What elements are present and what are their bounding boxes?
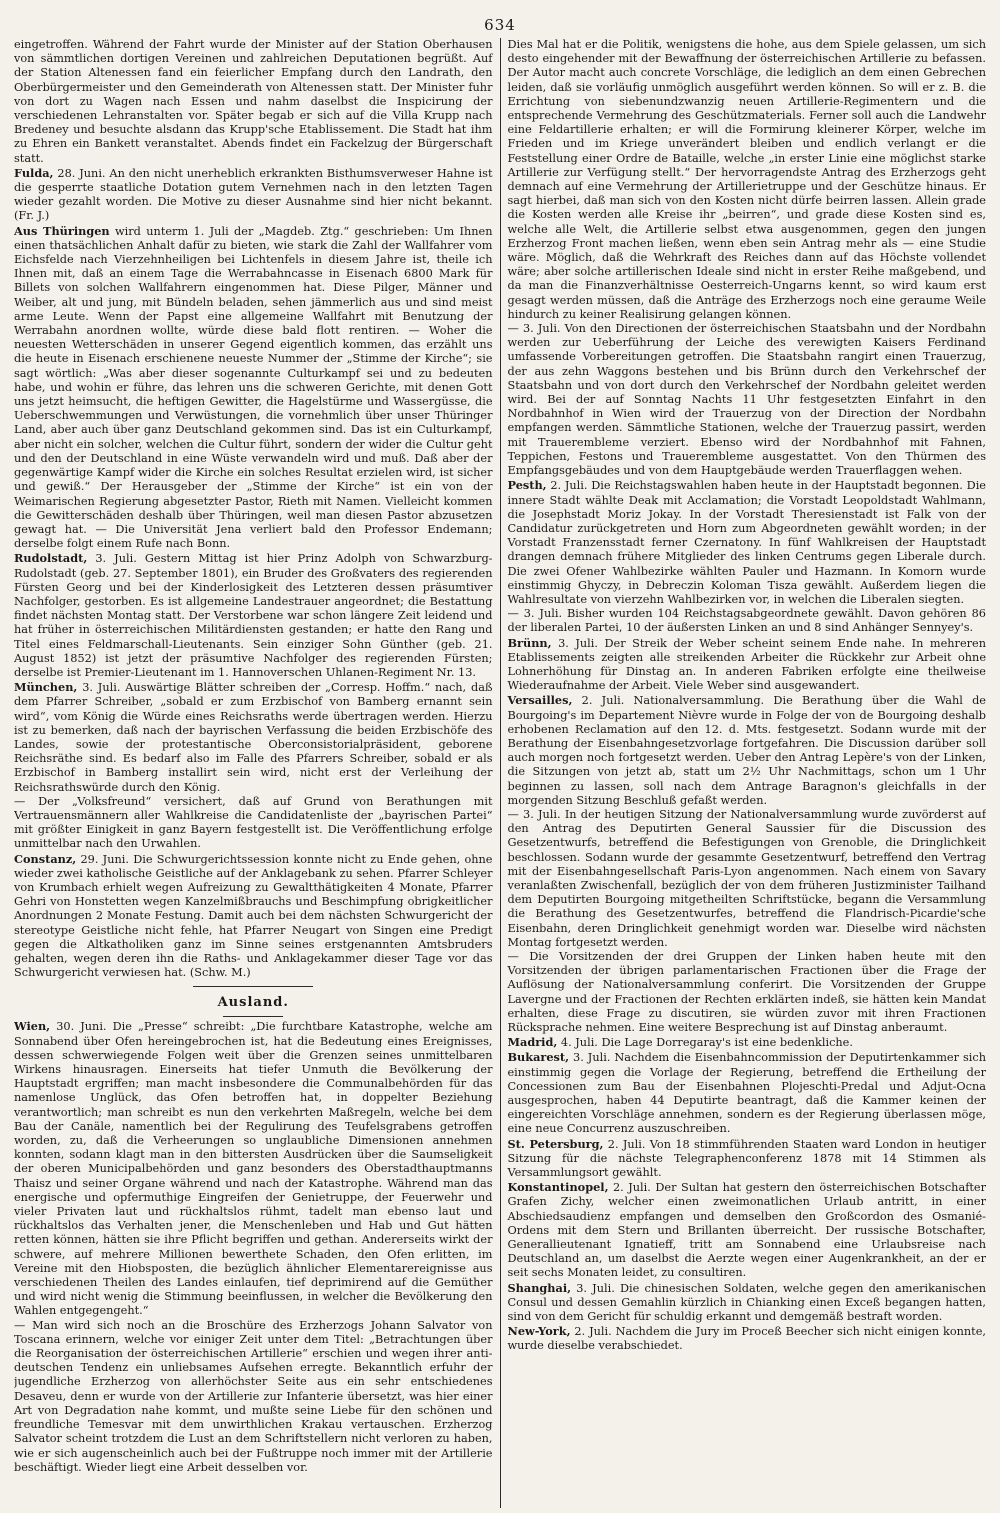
article-text: 3. Juli. Der Streik der Weber scheint seinem Ende nahe. In mehreren Etablissements zeigten alle streikenden Arbeiter die Rückkehr zur Arbeit ohne Lohnerhöhung für Dinstag an. In anderen Fabriken erfolgte eine theilweise Wiederaufnahme der Arbeit. Viele Weber sind ausgewandert. xyxy=(507,636,986,693)
article-paragraph xyxy=(14,551,493,680)
article-text: Dies Mal hat er die Politik, wenigstens die hohe, aus dem Spiele gelassen, um sich desto eingehender mit der Bewaffnung der österreichischen Artillerie zu befassen. Der Autor macht auch concrete Vorschläge, die lediglich an dem einen Gebrechen leiden, daß sie vorläufig unmöglich ausgeführt werden können. So will er z. B. die Errichtung von siebenundzwanzig neuen Artillerie-Regimentern und die entsprechende Vermehrung des Geschützmaterials. Ferner soll auch die Landwehr eine Feldartillerie erhalten; er will die Formirung kleinerer Körper, welche im Frieden und im Kriege unverändert bleiben und endlich verlangt er die Feststellung einer Ordre de Bataille, welche „in erster Linie eine möglichst starke Artillerie zur Verfügung stellt.“ Der hervorragendste Antrag des Erzherzogs geht demnach auf eine Vermehrung der Artillerietruppe und der Geschütze hinaus. Er sagt hierbei, daß man sich von den Kosten nicht dürfe beirren lassen. Allein grade die Kosten werden alle Kreise ihr „beirren“, und grade diese Kosten sind es, welche alle Welt, die Artillerie selbst etwa ausgenommen, gegen den jungen Erzherzog Front machen ließen, wenn eben sein Antrag mehr als — eine Studie wäre. Möglich, daß die Wehrkraft des Reiches dann auf das Höchste vollendet wäre; aber solche artillerischen Ideale sind nicht in erster Reihe maßgebend, und da man die Finanzverhältnisse Oesterreich-Ungarns kennt, so wird kaum erst gesagt werden müssen, daß die Anträge des Erzherzogs noch eine geraume Weile hindurch zu keiner Realisirung gelangen können. xyxy=(507,38,986,321)
columns xyxy=(14,38,986,1508)
article-paragraph xyxy=(508,808,987,950)
article-paragraph xyxy=(508,1281,987,1325)
article-dateline: Fulda, xyxy=(14,165,54,180)
article-paragraph xyxy=(508,607,987,635)
article-dateline: Versailles, xyxy=(507,693,573,708)
page-number: 634 xyxy=(484,16,516,34)
article-text: — 3. Juli. In der heutigen Sitzung der Nationalversammlung wurde zuvörderst auf den Antrag des Deputirten General Saussier für die Discussion des Gesetzentwurfs, betreffend die Befestigungen von Grenoble, die Dringlichkeit beschlossen. Sodann wurde der gesammte Gesetzentwurf, betreffend den Vertrag mit der Eisenbahngesellschaft Paris-Lyon angenommen. Nach einem von Savary veranlaßten Zwischenfall, bezüglich der von dem früheren Justizminister Tailhand dem Deputirten Bourgoing mitgetheilten Schriftstücke, begann die Versammlung die Berathung des Gesetzentwurfes, betreffend die Flandrisch-Picardie'sche Eisenbahn, deren Dringlichkeit genehmigt worden war. Dieselbe wird nächsten Montag fortgesetzt werden. xyxy=(507,807,986,949)
article-dateline: Wien, xyxy=(14,1019,51,1034)
article-text: 30. Juni. Die „Presse“ schreibt: „Die furchtbare Katastrophe, welche am Sonnabend über Ofen hereingebrochen ist, hat die Bedeutung eines Ereignisses, dessen schwerwiegende Folgen weit über die Grenzen seines unmittelbaren Wirkens hinausragen. Einerseits hat tiefer Unmuth die Bevölkerung der Hauptstadt ergriffen; man macht insbesondere die Communalbehörden für das namenlose Unglück, das Ofen betroffen hat, in doppelter Beziehung verantwortlich; man schreibt es nun den verkehrten Maßregeln, welche bei dem Bau der Canäle, namentlich bei der Regulirung des Teufelsgrabens getroffen worden, zu, daß die Verheerungen so unglaubliche Dimensionen annehmen konnten, sodann klagt man in den bittersten Ausdrücken über die Saumseligkeit der oberen Municipalbehörden und ganz besonders des Oberstadthauptmanns Thaisz und seiner Organe während und nach der Katastrophe. Während man das energische und opfermuthige Eingreifen der Genietruppe, der Feuerwehr und vieler Privaten laut und rückhaltslos rühmt, tadelt man ebenso laut und rückhaltslos das Verhalten jener, die Menschenleben und Hab und Gut hätten retten können, hätten sie ihre Pflicht begriffen und gethan. Andererseits wirkt der schwere, auf mehrere Millionen bewerthete Schaden, den Ofen erlitten, im Vereine mit den Hiobsposten, die bezüglich ähnlicher Elementarereignisse aus verschiedenen Theilen des Landes einlaufen, tief deprimirend auf die Gemüther und wird nicht wenig die Stimmung beeinflussen, in welcher die Bevölkerung den Wahlen entgegengeht.“ xyxy=(14,1020,493,1318)
article-text: — 3. Juli. Von den Directionen der österreichischen Staatsbahn und der Nordbahn werden zur Ueberführung der Leiche des verewigten Kaisers Ferdinand umfassende Vorbereitungen getroffen. Die Staatsbahn rangirt einen Trauerzug, der aus zehn Waggons bestehen und bis Brünn durch den Verkehrschef der Staatsbahn und von dort durch den Verkehrschef der Nordbahn geleitet werden wird. Bei der auf Sonntag Nachts 11 Uhr festgesetzten Einfahrt in den Nordbahnhof in Wien wird der Trauerzug von der Direction der Nordbahn empfangen werden. Sämmtliche Stationen, welche der Trauerzug passirt, werden mit Trauerembleme verziert. Ebenso wird der Nordbahnhof mit Fahnen, Teppichen, Festons und Trauerembleme ausgestattet. Von den Thürmen des Empfangsgebäudes und von dem Hauptgebäude werden Trauerflaggen wehen. xyxy=(507,322,986,478)
article-text: 3. Juli. Die chinesischen Soldaten, welche gegen den amerikanischen Consul und dessen Gemahlin kürzlich in Chianking einen Exceß begangen hatten, sind von dem Gericht für schuldig erkannt und demgemäß bestraft worden. xyxy=(507,1281,986,1324)
article-dateline: Aus Thüringen xyxy=(14,223,110,238)
article-text: — Man wird sich noch an die Broschüre des Erzherzogs Johann Salvator von Toscana erinnern, welche vor einiger Zeit unter dem Titel: „Betrachtungen über die Reorganisation der österreichischen Artillerie“ erschien und wegen ihrer anti-deutschen Tendenz ein unliebsames Aufsehen erregte. Bekanntlich erfuhr der jugendliche Erzherzog von allerhöchster Seite aus ein sehr entschiedenes Desaveu, denn er wurde von der Artillerie zur Infanterie übersetzt, was hier einer Art von Degradation nahe kommt, und mußte seine Liebe für den schönen und freundliche Temesvar mit dem unwirthlichen Krakau vertauschen. Erzherzog Salvator scheint trotzdem die Lust an dem Schriftstellern nicht verloren zu haben, wie er sich augenscheinlich auch bei der Fußtruppe noch immer mit der Artillerie beschäftigt. Wieder liegt eine Arbeit desselben vor. xyxy=(14,1318,493,1474)
article-paragraph xyxy=(14,1019,493,1318)
article-text: 3. Juli. Auswärtige Blätter schreiben der „Corresp. Hoffm.“ nach, daß dem Pfarrer Schreiber, „sobald er zum Erzbischof von Bamberg ernannt sein wird“, vom König die Würde eines Reichsraths werde übertragen werden. Hierzu ist zu bemerken, daß nach der bayrischen Verfassung die beiden Erzbischöfe des Landes, sowie der protestantische Oberconsistorialpräsident, geborene Reichsräthe sind. Es bedarf also im Falle des Pfarrers Schreiber, sobald er als Erzbischof in Bamberg installirt sein wird, nicht erst der Verleihung der Reichsrathswürde durch den König. xyxy=(14,681,493,794)
article-paragraph xyxy=(508,1050,987,1136)
article-paragraph xyxy=(14,795,493,852)
article-dateline: St. Petersburg, xyxy=(507,1136,604,1151)
article-paragraph xyxy=(508,322,987,478)
article-paragraph xyxy=(508,1324,987,1353)
article-text: 2. Juli. Nationalversammlung. Die Berathung über die Wahl de Bourgoing's im Departement Nièvre wurde in Folge der von de Bourgoing deshalb erhobenen Reclamation auf den 12. d. Mts. festgesetzt. Sodann wurde mit der Berathung der Eisenbahngesetzvorlage fortgefahren. Die Discussion darüber soll auch morgen noch fortgesetzt werden. Ueber den Antrag Lepère's von der Linken, die Sitzungen von jetzt ab, statt um 2½ Uhr Nachmittags, schon um 1 Uhr beginnen zu lassen, soll nach dem Antrage Baragnon's gleichfalls in der morgenden Sitzung Beschluß gefaßt werden. xyxy=(507,694,986,807)
article-text: 3. Juli. Gestern Mittag ist hier Prinz Adolph von Schwarzburg-Rudolstadt (geb. 27. September 1801), ein Bruder des Großvaters des regierenden Fürsten Georg und bei der Kinderlosigkeit des Letzteren dessen präsumtiver Nachfolger, gestorben. Es ist allgemeine Landestrauer angeordnet; die Bestattung findet nächsten Montag statt. Der Verstorbene war schon längere Zeit leidend und hat früher in österreichischen Militärdiensten gestanden; er hatte den Rang und Titel eines Feldmarschall-Lieutenants. Sein einziger Sohn Günther (geb. 21. August 1852) ist jetzt der präsumtive Nachfolger des regierenden Fürsten; derselbe ist Premier-Lieutenant im 1. Hannoverschen Uhlanen-Regiment Nr. 13. xyxy=(14,552,493,679)
section-heading: Ausland. xyxy=(217,995,289,1011)
article-text: — Die Vorsitzenden der drei Gruppen der Linken haben heute mit den Vorsitzenden der übrigen parlamentarischen Fractionen über die Frage der Auflösung der Nationalversammlung conferirt. Die Vorsitzenden der Gruppe Lavergne und der Fractionen der Rechten erklärten indeß, sie hätten kein Mandat erhalten, diese Frage zu discutiren, sie würden zuvor mit ihren Fractionen Rücksprache nehmen. Eine weitere Besprechung ist auf Dinstag anberaumt. xyxy=(507,950,986,1035)
article-text: 29. Juni. Die Schwurgerichtssession konnte nicht zu Ende gehen, ohne wieder zwei katholische Geistliche auf der Anklagebank zu sehen. Pfarrer Schleyer von Krumbach erhielt wegen Aufreizung zu Gewaltthätigkeiten 4 Monate, Pfarrer Gehri von Honstetten wegen Kanzelmißbrauchs und Beschimpfung obrigkeitlicher Anordnungen 2 Monate Festung. Damit auch bei dem nächsten Schwurgericht der stereotype Geistliche nicht fehle, hat Pfarrer Neugart von Singen eine Predigt gegen die Altkatholiken ganz im Sinne seines erstgenannten Amtsbruders gehalten, wegen deren ihn die Raths- und Anklagekammer dieser Tage vor das Schwurgericht verwiesen hat. (Schw. M.) xyxy=(14,852,493,980)
article-paragraph xyxy=(508,478,987,607)
section-divider-short xyxy=(223,1016,283,1017)
article-dateline: New-York, xyxy=(507,1324,571,1339)
article-paragraph xyxy=(508,693,987,808)
article-dateline: Madrid, xyxy=(507,1035,558,1050)
article-paragraph xyxy=(14,852,493,981)
article-paragraph xyxy=(508,1035,987,1050)
column-rule xyxy=(500,38,501,1508)
article-text: 2. Juli. Der Sultan hat gestern den österreichischen Botschafter Grafen Zichy, welcher einen zweimonatlichen Urlaub antritt, in einer Abschiedsaudienz empfangen und demselben den Großcordon des Osmanié-Ordens mit dem Stern und Brillanten überreicht. Der russische Botschafter, Generallieutenant Ignatieff, tritt am Sonnabend eine Urlaubsreise nach Deutschland an, um daselbst die Aerzte wegen einer Augenkrankheit, an der er seit sechs Monaten leidet, zu consultiren. xyxy=(507,1181,986,1280)
left-column-foreign xyxy=(14,1019,493,1475)
right-column-foreign xyxy=(508,38,987,1354)
left-column-domestic xyxy=(14,38,493,980)
article-dateline: Konstantinopel, xyxy=(507,1180,609,1195)
article-paragraph xyxy=(14,680,493,795)
article-text: 2. Juli. Von 18 stimmführenden Staaten ward London in heutiger Sitzung für die nächste Telegraphenconferenz 1878 mit 14 Stimmen als Versammlungsort gewählt. xyxy=(507,1137,986,1180)
article-dateline: Pesth, xyxy=(507,478,547,493)
article-paragraph xyxy=(14,1319,493,1475)
article-dateline: Bukarest, xyxy=(507,1050,570,1065)
article-paragraph xyxy=(14,166,493,224)
article-text: 3. Juli. Nachdem die Eisenbahncommission der Deputirtenkammer sich einstimmig gegen die Vorlage der Regierung, betreffend die Ertheilung der Concessionen zum Bau der Eisenbahnen Plojeschti-Predal und Adjut-Ocna ausgesprochen, haben 44 Deputirte beantragt, daß die Kammer keinen der eingereichten Vorschläge annehmen, sondern es der Regierung überlassen möge, eine neue Concurrenz auszuschreiben. xyxy=(507,1051,986,1136)
article-paragraph xyxy=(14,38,493,166)
article-text: 4. Juli. Die Lage Dorregaray's ist eine bedenkliche. xyxy=(557,1036,853,1050)
article-text: — 3. Juli. Bisher wurden 104 Reichstagsabgeordnete gewählt. Davon gehören 86 der liberalen Partei, 10 der äußersten Linken an und 8 sind Anhänger Sennyey's. xyxy=(507,607,986,635)
article-paragraph xyxy=(14,224,493,552)
article-paragraph xyxy=(508,1180,987,1280)
article-paragraph xyxy=(508,636,987,694)
article-dateline: Shanghai, xyxy=(507,1280,572,1295)
article-text: wird unterm 1. Juli der „Magdeb. Ztg.“ geschrieben: Um Ihnen einen thatsächlichen Anhalt dafür zu bieten, wie stark die Zahl der Wallfahrer vom Eichsfelde nach Vierzehnheiligen bei Lichtenfels in diesem Jahre ist, theile ich Ihnen mit, daß an einem Tage die Werrabahncasse in Eisenach 6800 Mark für Billets von solchen Wallfahrern eingenommen hat. Diese Pilger, Männer und Weiber, alt und jung, mit Bündeln beladen, sehen jämmerlich aus und sind meist arme Leute. Wenn der Papst eine allgemeine Wallfahrt mit Benutzung der Werrabahn anordnen wollte, würde diese bald flott rentiren. — Woher die neuesten Wetterschäden in unserer Gegend eigentlich kommen, das erzählt uns die heute in Eisenach erschienene neueste Nummer der „Stimme der Kirche“; sie sagt wörtlich: „Was aber dieser sogenannte Culturkampf sei und zu bedeuten habe, und wohin er führe, das lehren uns die schweren Gerichte, mit denen Gott uns jetzt heimsucht, die heftigen Gewitter, die Hagelstürme und Wassergüsse, die Ueberschwemmungen und Verwüstungen, die vornehmlich über unser Thüringer Land, aber auch über ganz Deutschland gekommen sind. Das ist ein Culturkampf, aber nicht ein solcher, welchen die Cultur führt, sondern der wider die Cultur geht und den der Deutschland in eine Wüste verwandeln wird und muß. Daß aber der gegenwärtige Kampf wider die Kirche ein solches Resultat erzielen wird, ist sicher und gewiß.“ Der Herausgeber der „Stimme der Kirche“ ist ein von der Weimarischen Regierung abgesetzter Pastor, Rieth mit Namen. Vielleicht kommen die Gewitterschäden deshalb über Thüringen, weil man diesen Pastor abzusetzen gewagt hat. — Die Universität Jena verliert bald den Professor Endemann; derselbe folgt einem Rufe nach Bonn. xyxy=(14,224,493,551)
article-text: 28. Juni. An den nicht unerheblich erkrankten Bisthumsverweser Hahne ist die gesperrte staatliche Dotation gutem Vernehmen nach in den letzten Tagen wieder gezahlt worden. Die Motive zu dieser Ausnahme sind hier nicht bekannt. (Fr. J.) xyxy=(14,166,493,223)
article-paragraph xyxy=(508,38,987,322)
right-column xyxy=(502,38,987,1508)
article-paragraph xyxy=(508,950,987,1035)
section-divider xyxy=(193,986,313,987)
article-dateline: Rudolstadt, xyxy=(14,551,88,566)
article-dateline: Constanz, xyxy=(14,851,77,866)
left-column xyxy=(14,38,499,1508)
article-text: eingetroffen. Während der Fahrt wurde der Minister auf der Station Oberhausen von sämmtlichen dortigen Vereinen und zahlreichen Deputationen begrüßt. Auf der Station Altenessen fand ein feierlicher Empfang durch den Landrath, den Oberbürgermeister und den Gemeinderath von Altenessen statt. Der Minister fuhr von dort zu Wagen nach Essen und nahm daselbst die Inspicirung der verschiedenen Lehranstalten vor. Später begab er sich auf die Villa Krupp nach Bredeney und besuchte alsdann das Krupp'sche Etablissement. Die Stadt hat ihm zu Ehren ein Bankett veranstaltet. Abends findet ein Fackelzug der Bürgerschaft statt. xyxy=(14,38,493,165)
article-text: 2. Juli. Nachdem die Jury im Proceß Beecher sich nicht einigen konnte, wurde dieselbe verabschiedet. xyxy=(507,1325,986,1353)
article-text: 2. Juli. Die Reichstagswahlen haben heute in der Hauptstadt begonnen. Die innere Stadt wählte Deak mit Acclamation; die Vorstadt Leopoldstadt Wahlmann, die Josephstadt Moriz Jokay. In der Vorstadt Theresienstadt ist Falk von der Candidatur zurückgetreten und Horn zum Abgeordneten gewählt worden; in der Vorstadt Franzensstadt ferner Czernatony. In fünf Wahlkreisen der Hauptstadt drangen demnach frühere Mitglieder des linken Centrums gegen Liberale durch. Die zwei Ofener Wahlbezirke wählten Pauler und Hazmann. In Komorn wurde einstimmig Ghyczy, in Debreczin Koloman Tisza gewählt. Außerdem liegen die Wahlresultate von vierzehn Wahlbezirken vor, in welchen die Liberalen siegten. xyxy=(507,479,986,606)
article-dateline: München, xyxy=(14,680,78,695)
article-paragraph xyxy=(508,1137,987,1181)
article-dateline: Brünn, xyxy=(507,635,552,650)
article-text: — Der „Volksfreund“ versichert, daß auf Grund von Berathungen mit Vertrauensmännern aller Wahlkreise die Candidatenliste der „bayrischen Partei“ mit größter Einigkeit in ganz Bayern festgestellt ist. Die Veröffentlichung erfolge unmittelbar nach den Urwahlen. xyxy=(14,794,493,851)
